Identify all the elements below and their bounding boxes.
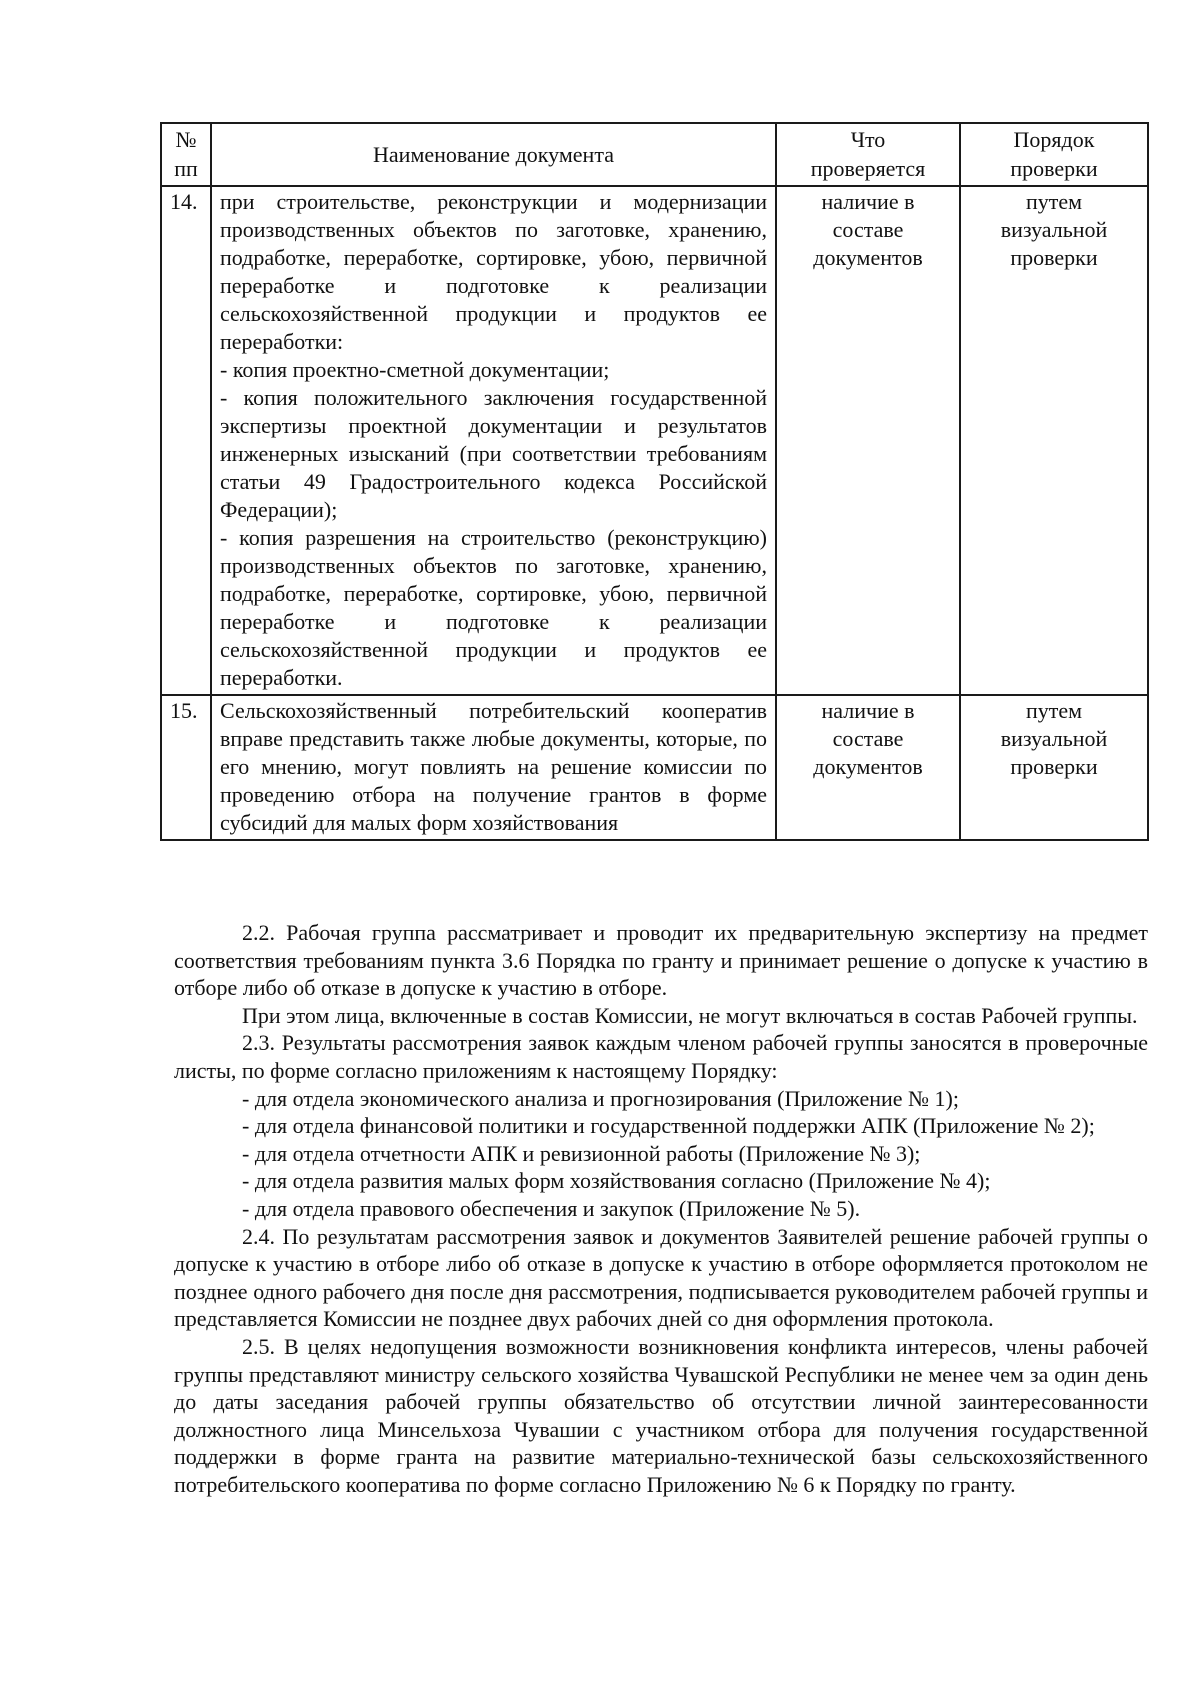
row-document-name [211,186,776,695]
paragraph: 2.4. По результатам рассмотрения заявок и документов Заявителей решение рабочей группы о допуске к участию в отборе либо об отказе в допуске к участию в отборе оформляется протоколом не позднее одного рабочего дня после дня рассмотрения, подписывается руководителем рабочей группы и представляется Комиссии не позднее двух рабочих дней со дня оформления протокола. [174,1223,1148,1332]
row-check-order: путем визуальной проверки [960,186,1148,695]
row-text: Сельскохозяйственный потребительский кооператив вправе представить также любые документы, которые, по его мнению, могут повлиять на решение комиссии по проведению отбора на получение грантов в форме субсидий для малых форм хозяйствования [220,698,767,835]
paragraph: 2.3. Результаты рассмотрения заявок каждым членом рабочей группы заносятся в проверочные листы, по форме согласно приложениям к настоящему Порядку: [174,1030,1148,1083]
table-row [161,695,1148,840]
row-what-checked: наличие в составе документов [776,186,960,695]
row-text: - копия проектно-сметной документации; [220,357,610,382]
row-document-name [211,695,776,840]
paragraph: 2.5. В целях недопущения возможности возникновения конфликта интересов, члены рабочей группы представляют министру сельского хозяйства Чувашской Республики не менее чем за один день до даты заседания рабочей группы обязательство об отсутствии личной заинтересованности должностного лица Минсельхоза Чувашии с участником отбора для получения государственной поддержки в форме гранта на развитие материально-технической базы сельскохозяйственного потребительского кооператива по форме согласно Приложению № 6 к Порядку по гранту. [174,1333,1148,1497]
body-text [174,919,1148,1498]
header-num: № пп [161,123,211,186]
row-number: 14. [161,186,211,695]
table-header-row [161,123,1148,186]
row-text: - копия разрешения на строительство (реконструкцию) производственных объектов по заготовке, хранению, подработке, переработке, сортировке, убою, первичной переработке и подготовке к реализации сельскохозяйственной продукции и продуктов ее переработки. [220,525,767,690]
header-name: Наименование документа [211,123,776,186]
paragraph: 2.2. Рабочая группа рассматривает и проводит их предварительную экспертизу на предмет соответствия требованиям пункта 3.6 Порядка по гранту и принимает решение о допуске к участию в отборе либо об отказе в допуске к участию в отборе. [174,920,1148,1001]
paragraph: - для отдела развития малых форм хозяйствования согласно (Приложение № 4); [242,1168,991,1194]
table-row [161,186,1148,695]
row-check-order: путем визуальной проверки [960,695,1148,840]
row-text: при строительстве, реконструкции и модернизации производственных объектов по заготовке, хранению, подработке, переработке, сортировке, убою, первичной переработке и подготовке к реализации сельскохозяйственной продукции и продуктов ее переработки: [220,189,767,354]
paragraph: - для отдела правового обеспечения и закупок (Приложение № 5). [242,1195,861,1221]
header-order: Порядок проверки [960,123,1148,186]
paragraph: - для отдела отчетности АПК и ревизионной работы (Приложение № 3); [242,1140,921,1166]
row-what-checked: наличие в составе документов [776,695,960,840]
documents-table [160,122,1149,841]
paragraph: - для отдела финансовой политики и государственной поддержки АПК (Приложение № 2); [242,1113,1095,1139]
row-number: 15. [161,695,211,840]
paragraph: При этом лица, включенные в состав Комиссии, не могут включаться в состав Рабочей группы. [242,1002,1138,1028]
paragraph: - для отдела экономического анализа и прогнозирования (Приложение № 1); [242,1085,959,1111]
header-what: Что проверяется [776,123,960,186]
row-text: - копия положительного заключения государственной экспертизы проектной документации и результатов инженерных изысканий (при соответствии требованиям статьи 49 Градостроительного кодекса Российской Федерации); [220,385,767,522]
